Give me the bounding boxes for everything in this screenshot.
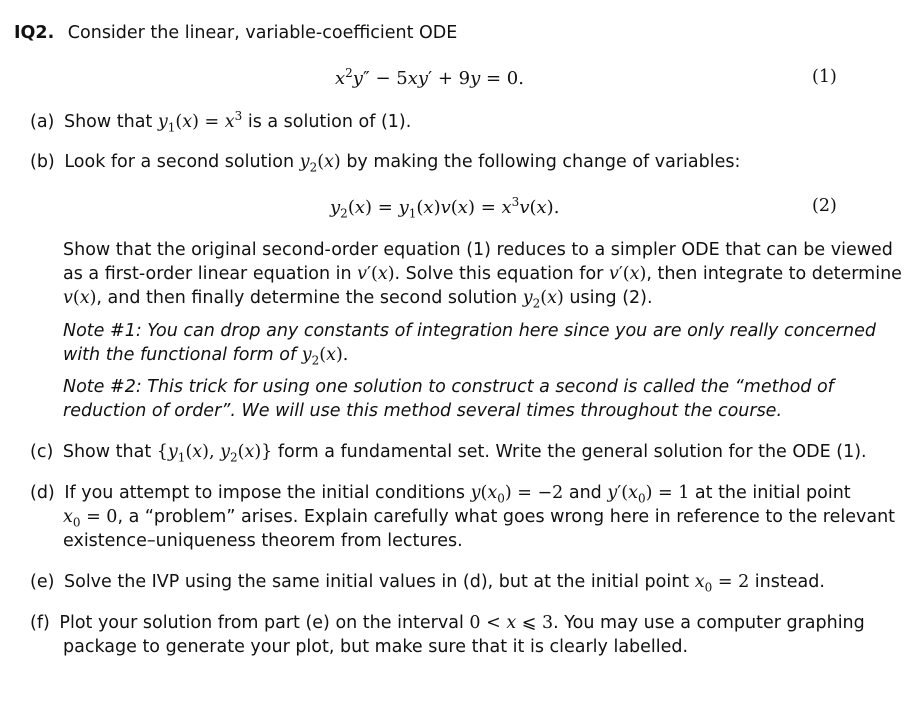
part-a-text1: Show that [63, 112, 153, 132]
part-d-text1: If you attempt to impose the initial conditions [64, 483, 466, 503]
part-d-text2: , a “problem” arises. Explain carefully what goes wrong here in reference to the relevant [117, 507, 896, 527]
question-header [14, 21, 457, 45]
part-d-text1c: at the initial point [694, 483, 851, 503]
part-b-p2b: . Solve this equation for [394, 264, 604, 284]
question-label: IQ2. [14, 23, 55, 43]
part-d-line1: (d) If you attempt to impose the initial conditions $y(x_0) = -2$ and $y'(x_0) = 1$ at the initial point [30, 483, 851, 506]
note-2-line2 [63, 399, 782, 423]
part-a: (a) Show that $y_1(x) = x^3$ is a solution of (1). [30, 109, 412, 135]
note-1-text: 1: You can drop any constants of integration here since you are only really concerned [124, 321, 876, 341]
part-b-text1b: by making the following change of variables: [346, 152, 741, 172]
question-intro: Consider the linear, variable-coefficient ODE [67, 23, 458, 43]
part-e-text1: Solve the IVP using the same initial values in (d), but at the initial point [64, 572, 690, 592]
part-a-text2: is a solution of (1). [247, 112, 412, 132]
part-d-label: (d) [30, 483, 55, 503]
part-f-text1b: . You may use a computer graphing [553, 613, 865, 633]
part-e-text2: instead. [754, 572, 825, 592]
part-e-label: (e) [30, 572, 55, 592]
part-b-p2a: as a first-order linear equation in [63, 264, 352, 284]
part-d-text3: existence–uniqueness theorem from lectures. [63, 531, 463, 551]
note-1-text2: with the functional form of [63, 345, 297, 365]
part-d-and: and [568, 483, 602, 503]
part-f-text2: package to generate your plot, but make sure that it is clearly labelled. [63, 637, 689, 657]
part-b-p3b: using (2). [569, 288, 653, 308]
part-b-p3a: , and then finally determine the second solution [96, 288, 518, 308]
part-c: (c) Show that {$y_1(x)$, $y_2(x)$} form a fundamental set. Write the general solution for the ODE (1). [30, 442, 867, 465]
equation-1: $x^2y'' - 5xy' + 9y = 0$. [335, 66, 524, 89]
note-2-line1: Note #2: This trick for using one solution to construct a second is called the “method of [63, 377, 834, 397]
part-b-line1: (b) Look for a second solution $y_2(x)$ by making the following change of variables: [30, 152, 741, 175]
part-b-para-line1 [63, 238, 893, 262]
part-b-p2c: , then integrate to determine [646, 264, 902, 284]
part-e: (e) Solve the IVP using the same initial values in (d), but at the initial point $x_0 = 2$ instead. [30, 572, 825, 595]
part-f-line1: (f) Plot your solution from part (e) on the interval 0 < x ⩽ 3. You may use a computer graphing [30, 613, 865, 633]
equation-1-number: (1) [812, 67, 837, 87]
note-1-line2: with the functional form of $y_2(x)$. [63, 345, 349, 368]
part-b-para-line2: as a first-order linear equation in v′(x). Solve this equation for v′(x), then integrate to determine [63, 264, 902, 284]
note-2-text: 2: This trick for using one solution to construct a second is called the “method of [124, 377, 834, 397]
part-f-label: (f) [30, 613, 50, 633]
part-b-text1: Look for a second solution [64, 152, 295, 172]
part-b-p1: Show that the original second-order equation (1) reduces to a simpler ODE that can be viewed [63, 240, 893, 260]
part-a-label: (a) [30, 112, 55, 132]
equation-2: $y_2(x) = y_1(x)v(x) = x^3v(x)$. [330, 195, 560, 221]
part-b-para-line3: v(x), and then finally determine the second solution $y_2(x)$ using (2). [63, 288, 653, 311]
part-d-line3 [63, 529, 463, 553]
note-1-label: Note [63, 321, 105, 341]
part-c-text1: Show that [62, 442, 152, 462]
note-1-line1: Note #1: You can drop any constants of integration here since you are only really concerned [63, 321, 876, 341]
part-d-line2: $x_0 = 0$, a “problem” arises. Explain carefully what goes wrong here in reference to the relevant [63, 507, 896, 530]
equation-2-number: (2) [812, 196, 837, 216]
part-f-line2 [63, 635, 688, 659]
part-c-label: (c) [30, 442, 54, 462]
note-2-label: Note [63, 377, 105, 397]
part-f-text1: Plot your solution from part (e) on the interval [59, 613, 464, 633]
part-b-label: (b) [30, 152, 55, 172]
note-2-text2: reduction of order”. We will use this method several times throughout the course. [63, 401, 783, 421]
part-c-text2: form a fundamental set. Write the general solution for the ODE (1). [277, 442, 867, 462]
